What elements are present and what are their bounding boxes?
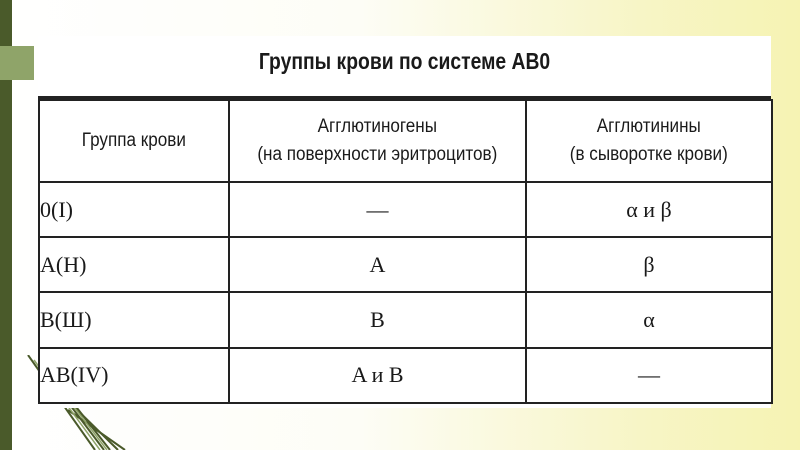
header-agglutinins	[526, 100, 772, 182]
header-blood-group-label: Группа крови	[81, 129, 187, 151]
header-agglutinins-sublabel: (в сыворотке крови)	[569, 143, 729, 165]
cell-agglutinogens: B	[229, 292, 526, 347]
slide-content	[38, 36, 771, 408]
slide-title: Группы крови по системе АВ0	[258, 48, 551, 74]
header-agglutinogens	[229, 100, 526, 182]
cell-agglutinogens: —	[229, 182, 526, 237]
accent-square	[0, 46, 34, 80]
cell-agglutinins: β	[526, 237, 772, 292]
table-row	[39, 292, 772, 347]
cell-blood-group: 0(I)	[39, 182, 229, 237]
header-agglutinins-label: Агглютинины	[596, 115, 702, 137]
table-row	[39, 182, 772, 237]
cell-agglutinogens: A и B	[229, 348, 526, 403]
header-blood-group	[39, 100, 229, 182]
header-agglutinogens-label: Агглютиногены	[317, 115, 438, 137]
cell-blood-group: A(H)	[39, 237, 229, 292]
cell-blood-group: B(Ш)	[39, 292, 229, 347]
table-row	[39, 237, 772, 292]
cell-agglutinogens: A	[229, 237, 526, 292]
cell-agglutinins: α	[526, 292, 772, 347]
cell-agglutinins: —	[526, 348, 772, 403]
table-header-row	[39, 100, 772, 182]
header-agglutinogens-sublabel: (на поверхности эритроцитов)	[257, 143, 498, 165]
cell-blood-group: AB(IV)	[39, 348, 229, 403]
cell-agglutinins: α и β	[526, 182, 772, 237]
table-row	[39, 348, 772, 403]
blood-group-table	[38, 99, 773, 404]
